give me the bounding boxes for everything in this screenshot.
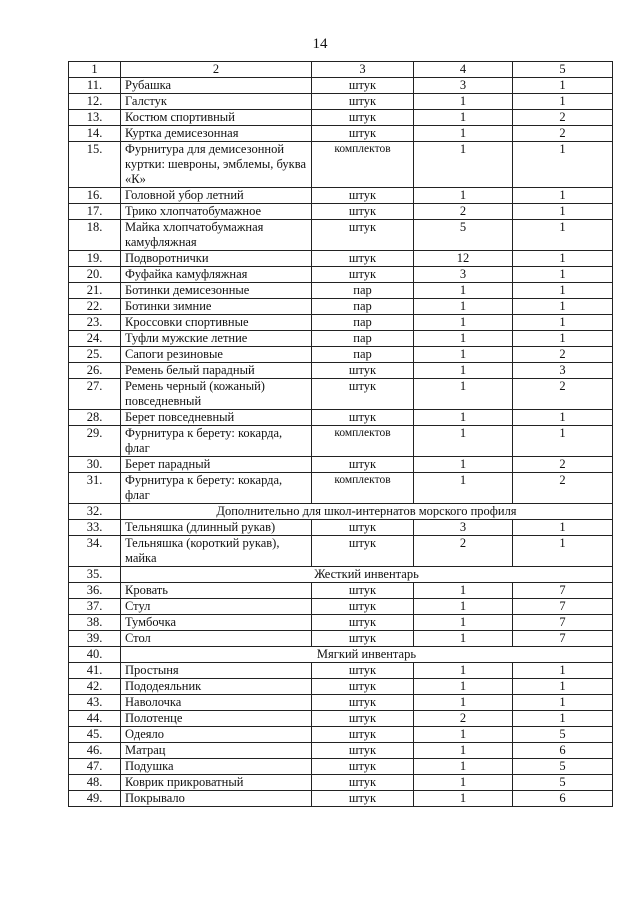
page-number: 14	[312, 36, 328, 52]
unit-cell: штук	[312, 631, 414, 647]
row-number: 29.	[69, 426, 121, 457]
unit-cell: штук	[312, 791, 414, 807]
quantity-cell: 5	[414, 220, 513, 251]
row-number: 41.	[69, 663, 121, 679]
item-name: Матрац	[121, 743, 312, 759]
row-number: 19.	[69, 251, 121, 267]
row-number: 34.	[69, 536, 121, 567]
unit-cell: штук	[312, 188, 414, 204]
inventory-table	[68, 61, 613, 807]
item-name: Сапоги резиновые	[121, 347, 312, 363]
period-cell: 1	[513, 142, 613, 188]
row-number: 14.	[69, 126, 121, 142]
quantity-cell: 2	[414, 711, 513, 727]
period-cell: 1	[513, 267, 613, 283]
table-row	[69, 331, 613, 347]
period-cell: 2	[513, 473, 613, 504]
period-cell: 5	[513, 775, 613, 791]
period-cell: 1	[513, 78, 613, 94]
quantity-cell: 1	[414, 299, 513, 315]
header-cell: 2	[121, 62, 312, 78]
period-cell: 7	[513, 631, 613, 647]
item-name: Берет парадный	[121, 457, 312, 473]
unit-cell: штук	[312, 583, 414, 599]
quantity-cell: 3	[414, 520, 513, 536]
table-row	[69, 473, 613, 504]
item-name: Подворотнички	[121, 251, 312, 267]
period-cell: 2	[513, 347, 613, 363]
table-row	[69, 426, 613, 457]
period-cell: 1	[513, 251, 613, 267]
item-name: Стол	[121, 631, 312, 647]
row-number: 28.	[69, 410, 121, 426]
row-number: 49.	[69, 791, 121, 807]
item-name: Одеяло	[121, 727, 312, 743]
quantity-cell: 1	[414, 363, 513, 379]
unit-cell: пар	[312, 315, 414, 331]
section-row	[69, 647, 613, 663]
row-number: 47.	[69, 759, 121, 775]
table-row	[69, 110, 613, 126]
item-name: Покрывало	[121, 791, 312, 807]
row-number: 17.	[69, 204, 121, 220]
item-name: Куртка демисезонная	[121, 126, 312, 142]
row-number: 32.	[69, 504, 121, 520]
header-cell: 3	[312, 62, 414, 78]
unit-cell: пар	[312, 299, 414, 315]
row-number: 35.	[69, 567, 121, 583]
table-row	[69, 126, 613, 142]
table-row	[69, 583, 613, 599]
unit-cell: штук	[312, 363, 414, 379]
table-row	[69, 775, 613, 791]
unit-cell: штук	[312, 220, 414, 251]
table-row	[69, 599, 613, 615]
unit-cell: штук	[312, 267, 414, 283]
period-cell: 5	[513, 727, 613, 743]
unit-cell: пар	[312, 283, 414, 299]
quantity-cell: 1	[414, 663, 513, 679]
period-cell: 6	[513, 743, 613, 759]
item-name: Ремень черный (кожаный) повседневный	[121, 379, 312, 410]
table-row	[69, 251, 613, 267]
row-number: 30.	[69, 457, 121, 473]
quantity-cell: 1	[414, 283, 513, 299]
unit-cell: штук	[312, 251, 414, 267]
item-name: Майка хлопчатобумажная камуфляжная	[121, 220, 312, 251]
table-row	[69, 711, 613, 727]
unit-cell: штук	[312, 536, 414, 567]
quantity-cell: 1	[414, 457, 513, 473]
period-cell: 2	[513, 126, 613, 142]
item-name: Берет повседневный	[121, 410, 312, 426]
item-name: Ремень белый парадный	[121, 363, 312, 379]
quantity-cell: 3	[414, 267, 513, 283]
item-name: Кроссовки спортивные	[121, 315, 312, 331]
table-row	[69, 727, 613, 743]
item-name: Подушка	[121, 759, 312, 775]
table-row	[69, 743, 613, 759]
period-cell: 1	[513, 711, 613, 727]
row-number: 15.	[69, 142, 121, 188]
row-number: 27.	[69, 379, 121, 410]
quantity-cell: 1	[414, 631, 513, 647]
period-cell: 1	[513, 331, 613, 347]
unit-cell: штук	[312, 126, 414, 142]
unit-cell: штук	[312, 379, 414, 410]
section-title: Дополнительно для школ-интернатов морского профиля	[121, 504, 613, 520]
table-row	[69, 615, 613, 631]
quantity-cell: 1	[414, 759, 513, 775]
row-number: 46.	[69, 743, 121, 759]
unit-cell: комплектов	[312, 426, 414, 457]
period-cell: 6	[513, 791, 613, 807]
unit-cell: штук	[312, 727, 414, 743]
unit-cell: штук	[312, 520, 414, 536]
unit-cell: штук	[312, 679, 414, 695]
item-name: Стул	[121, 599, 312, 615]
period-cell: 1	[513, 520, 613, 536]
row-number: 31.	[69, 473, 121, 504]
quantity-cell: 1	[414, 110, 513, 126]
quantity-cell: 1	[414, 347, 513, 363]
unit-cell: штук	[312, 110, 414, 126]
quantity-cell: 1	[414, 142, 513, 188]
quantity-cell: 1	[414, 583, 513, 599]
unit-cell: штук	[312, 410, 414, 426]
quantity-cell: 1	[414, 331, 513, 347]
period-cell: 7	[513, 583, 613, 599]
section-title: Жесткий инвентарь	[121, 567, 613, 583]
unit-cell: штук	[312, 743, 414, 759]
unit-cell: пар	[312, 331, 414, 347]
quantity-cell: 1	[414, 695, 513, 711]
unit-cell: штук	[312, 94, 414, 110]
unit-cell: штук	[312, 695, 414, 711]
period-cell: 1	[513, 220, 613, 251]
row-number: 33.	[69, 520, 121, 536]
period-cell: 5	[513, 759, 613, 775]
quantity-cell: 1	[414, 727, 513, 743]
quantity-cell: 2	[414, 536, 513, 567]
table-row	[69, 347, 613, 363]
table-row	[69, 759, 613, 775]
row-number: 38.	[69, 615, 121, 631]
period-cell: 1	[513, 426, 613, 457]
quantity-cell: 1	[414, 315, 513, 331]
row-number: 22.	[69, 299, 121, 315]
period-cell: 2	[513, 379, 613, 410]
row-number: 37.	[69, 599, 121, 615]
quantity-cell: 1	[414, 791, 513, 807]
table-row	[69, 679, 613, 695]
header-cell: 1	[69, 62, 121, 78]
item-name: Рубашка	[121, 78, 312, 94]
row-number: 45.	[69, 727, 121, 743]
table-row	[69, 94, 613, 110]
table-row	[69, 520, 613, 536]
table-row	[69, 457, 613, 473]
period-cell: 1	[513, 315, 613, 331]
period-cell: 1	[513, 536, 613, 567]
item-name: Ботинки демисезонные	[121, 283, 312, 299]
period-cell: 1	[513, 663, 613, 679]
period-cell: 1	[513, 283, 613, 299]
table-row	[69, 283, 613, 299]
quantity-cell: 1	[414, 94, 513, 110]
section-title: Мягкий инвентарь	[121, 647, 613, 663]
table-row	[69, 142, 613, 188]
period-cell: 7	[513, 599, 613, 615]
quantity-cell: 1	[414, 379, 513, 410]
table-header-row	[69, 62, 613, 78]
unit-cell: штук	[312, 759, 414, 775]
row-number: 43.	[69, 695, 121, 711]
table-row	[69, 188, 613, 204]
quantity-cell: 1	[414, 426, 513, 457]
period-cell: 2	[513, 457, 613, 473]
period-cell: 1	[513, 204, 613, 220]
unit-cell: штук	[312, 599, 414, 615]
row-number: 44.	[69, 711, 121, 727]
unit-cell: штук	[312, 663, 414, 679]
unit-cell: штук	[312, 615, 414, 631]
item-name: Полотенце	[121, 711, 312, 727]
unit-cell: штук	[312, 204, 414, 220]
quantity-cell: 1	[414, 679, 513, 695]
item-name: Ботинки зимние	[121, 299, 312, 315]
section-row	[69, 567, 613, 583]
item-name: Фурнитура к берету: кокарда, флаг	[121, 426, 312, 457]
table-row	[69, 299, 613, 315]
item-name: Тельняшка (длинный рукав)	[121, 520, 312, 536]
item-name: Фурнитура к берету: кокарда, флаг	[121, 473, 312, 504]
table-row	[69, 315, 613, 331]
quantity-cell: 1	[414, 126, 513, 142]
unit-cell: штук	[312, 78, 414, 94]
table-row	[69, 791, 613, 807]
quantity-cell: 1	[414, 188, 513, 204]
quantity-cell: 2	[414, 204, 513, 220]
table-row	[69, 379, 613, 410]
row-number: 12.	[69, 94, 121, 110]
period-cell: 7	[513, 615, 613, 631]
item-name: Кровать	[121, 583, 312, 599]
quantity-cell: 1	[414, 615, 513, 631]
period-cell: 1	[513, 299, 613, 315]
row-number: 24.	[69, 331, 121, 347]
quantity-cell: 12	[414, 251, 513, 267]
row-number: 23.	[69, 315, 121, 331]
item-name: Тумбочка	[121, 615, 312, 631]
period-cell: 3	[513, 363, 613, 379]
row-number: 20.	[69, 267, 121, 283]
unit-cell: штук	[312, 711, 414, 727]
row-number: 25.	[69, 347, 121, 363]
row-number: 40.	[69, 647, 121, 663]
row-number: 16.	[69, 188, 121, 204]
row-number: 42.	[69, 679, 121, 695]
header-cell: 5	[513, 62, 613, 78]
quantity-cell: 1	[414, 775, 513, 791]
table-row	[69, 631, 613, 647]
row-number: 39.	[69, 631, 121, 647]
row-number: 18.	[69, 220, 121, 251]
row-number: 36.	[69, 583, 121, 599]
item-name: Головной убор летний	[121, 188, 312, 204]
unit-cell: пар	[312, 347, 414, 363]
item-name: Фуфайка камуфляжная	[121, 267, 312, 283]
unit-cell: штук	[312, 457, 414, 473]
item-name: Наволочка	[121, 695, 312, 711]
unit-cell: комплектов	[312, 142, 414, 188]
period-cell: 1	[513, 410, 613, 426]
period-cell: 1	[513, 94, 613, 110]
item-name: Туфли мужские летние	[121, 331, 312, 347]
table-row	[69, 267, 613, 283]
table-row	[69, 220, 613, 251]
quantity-cell: 1	[414, 473, 513, 504]
table-row	[69, 663, 613, 679]
header-cell: 4	[414, 62, 513, 78]
quantity-cell: 1	[414, 410, 513, 426]
row-number: 11.	[69, 78, 121, 94]
quantity-cell: 1	[414, 743, 513, 759]
table-row	[69, 204, 613, 220]
item-name: Тельняшка (короткий рукав), майка	[121, 536, 312, 567]
item-name: Пододеяльник	[121, 679, 312, 695]
period-cell: 1	[513, 679, 613, 695]
item-name: Коврик прикроватный	[121, 775, 312, 791]
table-row	[69, 363, 613, 379]
item-name: Фурнитура для демисезонной куртки: шевроны, эмблемы, буква «К»	[121, 142, 312, 188]
period-cell: 1	[513, 695, 613, 711]
table-row	[69, 695, 613, 711]
item-name: Трико хлопчатобумажное	[121, 204, 312, 220]
row-number: 13.	[69, 110, 121, 126]
row-number: 21.	[69, 283, 121, 299]
unit-cell: штук	[312, 775, 414, 791]
row-number: 26.	[69, 363, 121, 379]
row-number: 48.	[69, 775, 121, 791]
table-row	[69, 410, 613, 426]
period-cell: 1	[513, 188, 613, 204]
item-name: Простыня	[121, 663, 312, 679]
quantity-cell: 3	[414, 78, 513, 94]
period-cell: 2	[513, 110, 613, 126]
unit-cell: комплектов	[312, 473, 414, 504]
section-row	[69, 504, 613, 520]
item-name: Галстук	[121, 94, 312, 110]
quantity-cell: 1	[414, 599, 513, 615]
table-row	[69, 536, 613, 567]
item-name: Костюм спортивный	[121, 110, 312, 126]
table-row	[69, 78, 613, 94]
